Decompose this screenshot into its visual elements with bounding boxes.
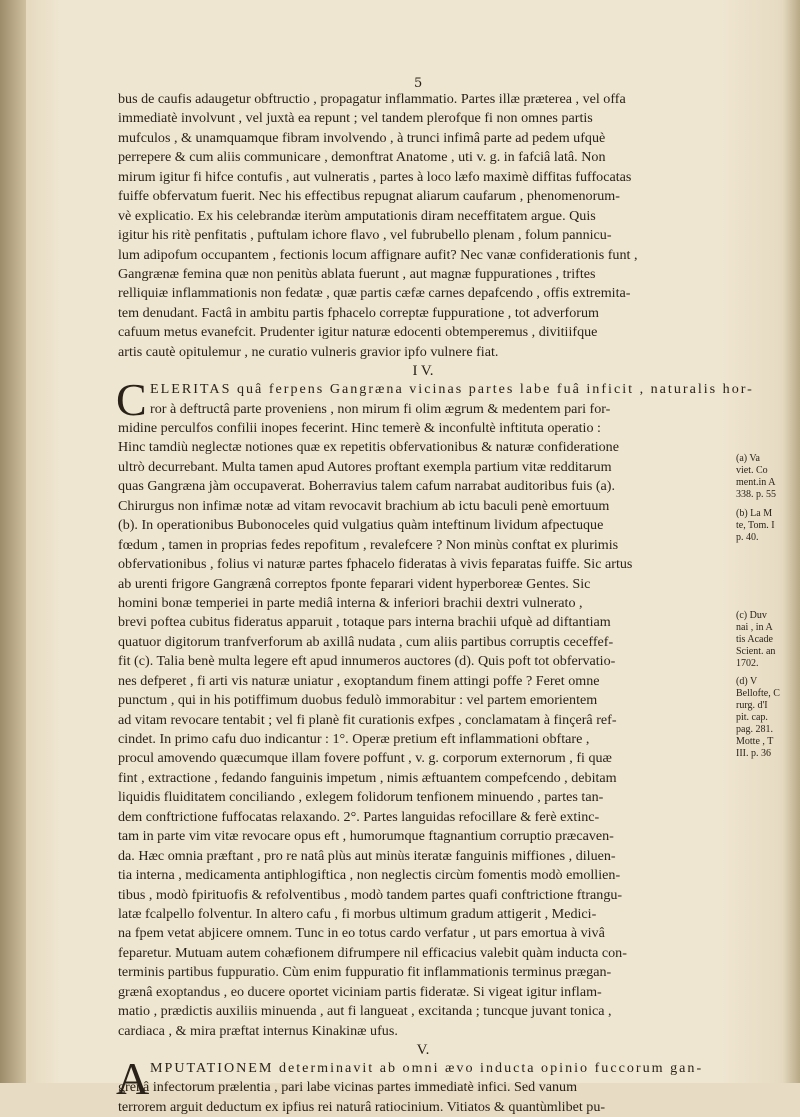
text-line: midine perculfos confilii inopes fecerint. Hinc temerè & inconfultè inftituta operatio : bbox=[118, 420, 601, 436]
margin-note-line: (d) V bbox=[736, 676, 758, 687]
margin-note-line: tis Acade bbox=[736, 634, 773, 645]
text-line: latæ fcalpello folventur. In altero cafu , fi morbus ultimum gradum attigerit , Medici- bbox=[118, 905, 597, 922]
text-line: tibus , modò fpirituofis & refolventibus , modò tandem partes quafi conftrictione ftrangu- bbox=[118, 886, 623, 903]
text-line: cardiaca , & mira præftat internus Kinakinæ ufus. bbox=[118, 1022, 398, 1039]
dropcap-a: A bbox=[116, 1053, 150, 1104]
text-line: cafuum metus evanefcit. Prudenter igitur naturæ edocenti obtemperemus , divitiifque bbox=[118, 324, 598, 341]
text-line: fœdum , tamen in proprias fedes repofitum , revalefcere ? Non minùs conftat ex plurimis bbox=[118, 536, 619, 553]
paragraph-3 bbox=[118, 1078, 728, 1117]
text-line: quas Gangræna jàm occupaverat. Boherravius talem cafum narrabat auditoribus fuis (a). bbox=[118, 478, 616, 495]
text-line: Chirurgus non infimæ notæ ad vitam revocavit brachium ab ictu baculi penè emortuum bbox=[118, 497, 610, 514]
text-line: obfervationibus , folius vi naturæ partes fphacelo fideratas à vivis feparatas fuiffe. Sic artus bbox=[118, 556, 633, 573]
margin-note-line: 338. p. 55 bbox=[736, 489, 776, 500]
margin-note-line: pag. 281. bbox=[736, 724, 773, 735]
margin-note-line: Scient. an bbox=[736, 646, 776, 657]
text-line: terrorem arguit deductum ex ipfius rei naturâ ratiocinium. Vitiatos & quantùmlibet pu- bbox=[118, 1098, 606, 1115]
margin-note-line: te, Tom. I bbox=[736, 520, 775, 531]
margin-note-line: pit. cap. bbox=[736, 712, 768, 723]
margin-note-line: ment.in A bbox=[736, 477, 776, 488]
text-line: tam in parte vim vitæ revocare opus eft , humorumque ftagnantium corruptio præcaven- bbox=[118, 828, 614, 845]
margin-note-d bbox=[736, 676, 796, 760]
text-line: fit (c). Talia benè multa legere eft apud innumeros auctores (d). Quis poft tot obfervatio- bbox=[118, 653, 616, 670]
margin-note-line: nai , in A bbox=[736, 622, 773, 633]
section-iv-second-line: ror à deftructâ parte proveniens , non mirum fi olim ægrum & medentem pari for- bbox=[150, 400, 611, 417]
margin-note-line: (b) La M bbox=[736, 508, 773, 519]
margin-note-line: rurg. d'I bbox=[736, 700, 768, 711]
paragraph-1 bbox=[118, 90, 728, 362]
text-line: dem conftrictione fuffocatas relaxando. 2°. Partes languidas refocillare & ferè extinc- bbox=[118, 808, 600, 825]
text-line: terminis partibus fuppuratio. Cùm enim fuppuratio fit inflammationis terminus prægan- bbox=[118, 964, 612, 981]
text-line: immediatè involvunt , vel juxtà ea repunt ; vel tandem plerofque fi non omnes partis bbox=[118, 110, 593, 127]
text-line: bus de caufis adaugetur obftructio , propagatur inflammatio. Partes illæ præterea , vel offa bbox=[118, 91, 626, 107]
text-line: homini bonæ temperiei in parte mediâ interna & inferiori brachii dextri vulnerato , bbox=[118, 594, 583, 611]
text-line: lum adipofum occupantem , fectionis locum affignare aufit? Nec vanæ confiderationis funt , bbox=[118, 246, 638, 263]
text-line: ad vitam revocare tentabit ; vel fi planè fit curationis exfpes , conclamatam à finçerâ ref- bbox=[118, 711, 617, 728]
margin-note-line: (a) Va bbox=[736, 453, 760, 464]
text-line: fint , extractione , fedando fanguinis impetum , nimis æftuantem compefcendo , debitam bbox=[118, 769, 617, 786]
text-line: brevi poftea cubitus fideratus apparuit , totaque pars interna brachii ufquè ad diftantiam bbox=[118, 614, 611, 631]
margin-note-b bbox=[736, 508, 796, 544]
margin-note-c bbox=[736, 610, 796, 670]
page-number: 5 bbox=[414, 76, 423, 91]
text-line: da. Hæc omnia præftant , pro re natâ plùs aut minùs iteratæ fanguinis miffiones , diluen- bbox=[118, 847, 616, 864]
text-line: cindet. In primo cafu duo indicantur : 1°. Operæ pretium eft inflammationi obftare , bbox=[118, 731, 590, 747]
text-line: tia interna , medicamenta antiphlogiftica , non neglectis circùm fomentis modò emollien- bbox=[118, 867, 621, 884]
text-line: grenâ infectorum prælentia , pari labe vicinas partes immediatè infici. Sed vanum bbox=[118, 1079, 578, 1096]
text-line: ultrò decurrebant. Multa tamen apud Autores proftant exempla partium vitæ redditarum bbox=[118, 458, 612, 475]
text-line: relliquiæ inflammationis non fedatæ , quæ partis cæfæ carnes depafcendo , offis extremita- bbox=[118, 285, 631, 302]
margin-note-line: (c) Duv bbox=[736, 610, 767, 621]
first-line-text: ELERITAS quâ ferpens Gangræna vicinas partes labe fuâ inficit , naturalis hor- bbox=[150, 381, 754, 398]
text-line: na fpem vetat abjicere omnem. Tunc in eo totus cardo verfatur , ut pars emortua à vivâ bbox=[118, 925, 605, 942]
dropcap-c: C bbox=[116, 374, 147, 426]
text-line: quatuor digitorum tranfverforum ab axillâ nudata , cum aliis partibus corruptis ceceffef- bbox=[118, 633, 614, 650]
margin-note-line: viet. Co bbox=[736, 465, 768, 476]
margin-note-line: III. p. 36 bbox=[736, 748, 771, 759]
book-gutter bbox=[0, 0, 26, 1083]
section-heading-v: V. bbox=[416, 1042, 430, 1058]
text-line: matio , prædictis auxiliis minuenda , aut fi langueat , excitanda ; tuncque juvant tonica , bbox=[118, 1003, 612, 1020]
section-heading-iv: I V. bbox=[412, 363, 434, 380]
text-line: fuiffe obfervatum fuerit. Nec his effectibus repugnat aliarum caufarum , phenomenorum- bbox=[118, 188, 620, 205]
text-line: grænâ exoptandus , eo ducere oportet viciniam partis fideratæ. Si vigeat igitur inflam- bbox=[118, 983, 602, 1000]
text-line: nes defperet , fi arti vis naturæ uniatur , exoptandum finem attingi poffe ? Feret omne bbox=[118, 672, 600, 689]
text-line: perrepere & cum aliis communicare , demonftrat Anatome , uti v. g. in fafciâ latâ. Non bbox=[118, 149, 606, 166]
text-line: mufculos , & unamquamque fibram involvendo , à trunci infimâ parte ad pedem ufquè bbox=[118, 129, 606, 146]
text-line: artis cautè opitulemur , ne curatio vulneris gravior ipfo vulnere fiat. bbox=[118, 343, 499, 360]
text-line: procul amovendo quæcumque illam fovere poffunt , v. g. corporum externorum , fi quæ bbox=[118, 750, 612, 767]
margin-note-line: 1702. bbox=[736, 658, 759, 669]
text-line: ab urenti frigore Gangrænâ correptos fponte feparari vident hyperboreæ Gentes. Sic bbox=[118, 575, 591, 592]
text-line: Hinc tamdiù neglectæ notiones quæ ex repetitis obfervationibus & naturæ confideratione bbox=[118, 439, 619, 456]
text-line: tem denudant. Factâ in ambitu partis fphacelo correptæ fuppuratione , tot adverforum bbox=[118, 304, 599, 321]
margin-note-line: p. 40. bbox=[736, 532, 759, 543]
text-line: vè explicatio. Ex his celebrandæ iterùm amputationis diram neceffitatem argue. Quis bbox=[118, 207, 596, 224]
text-line: feparetur. Mutuam autem cohæfionem difrumpere nil efficacius valebit quàm inducta con- bbox=[118, 944, 627, 961]
text-line: mirum igitur fi hifce contufis , aut vulneratis , partes à loco læfo maximè diffitas fuffocatas bbox=[118, 168, 632, 185]
paragraph-2 bbox=[118, 419, 728, 1041]
margin-note-a bbox=[736, 453, 796, 501]
margin-note-line: Motte , T bbox=[736, 736, 774, 747]
text-line: Gangrænæ femina quæ non penitùs ablata fuerunt , aut magnæ fuppurationes , triftes bbox=[118, 265, 596, 282]
text-line: (b). In operationibus Bubonoceles quid vulgatius quàm inteftinum lividum afpectuque bbox=[118, 517, 604, 534]
text-line: liquidis fluiditatem conciliando , exlegem folidorum tenfionem minuendo , partes tan- bbox=[118, 789, 604, 806]
text-line: igitur his ritè penfitatis , puftulam ichore flavo , vel fubrubello plenam , folum pannicu- bbox=[118, 227, 612, 244]
first-line-text: MPUTATIONEM determinavit ab omni ævo inducta opinio fuccorum gan- bbox=[150, 1060, 704, 1076]
text-line: punctum , qui in his potiffimum duobus fedulò immorabitur : vel partem emorientem bbox=[118, 692, 598, 709]
margin-note-line: Bellofte, C bbox=[736, 688, 780, 699]
